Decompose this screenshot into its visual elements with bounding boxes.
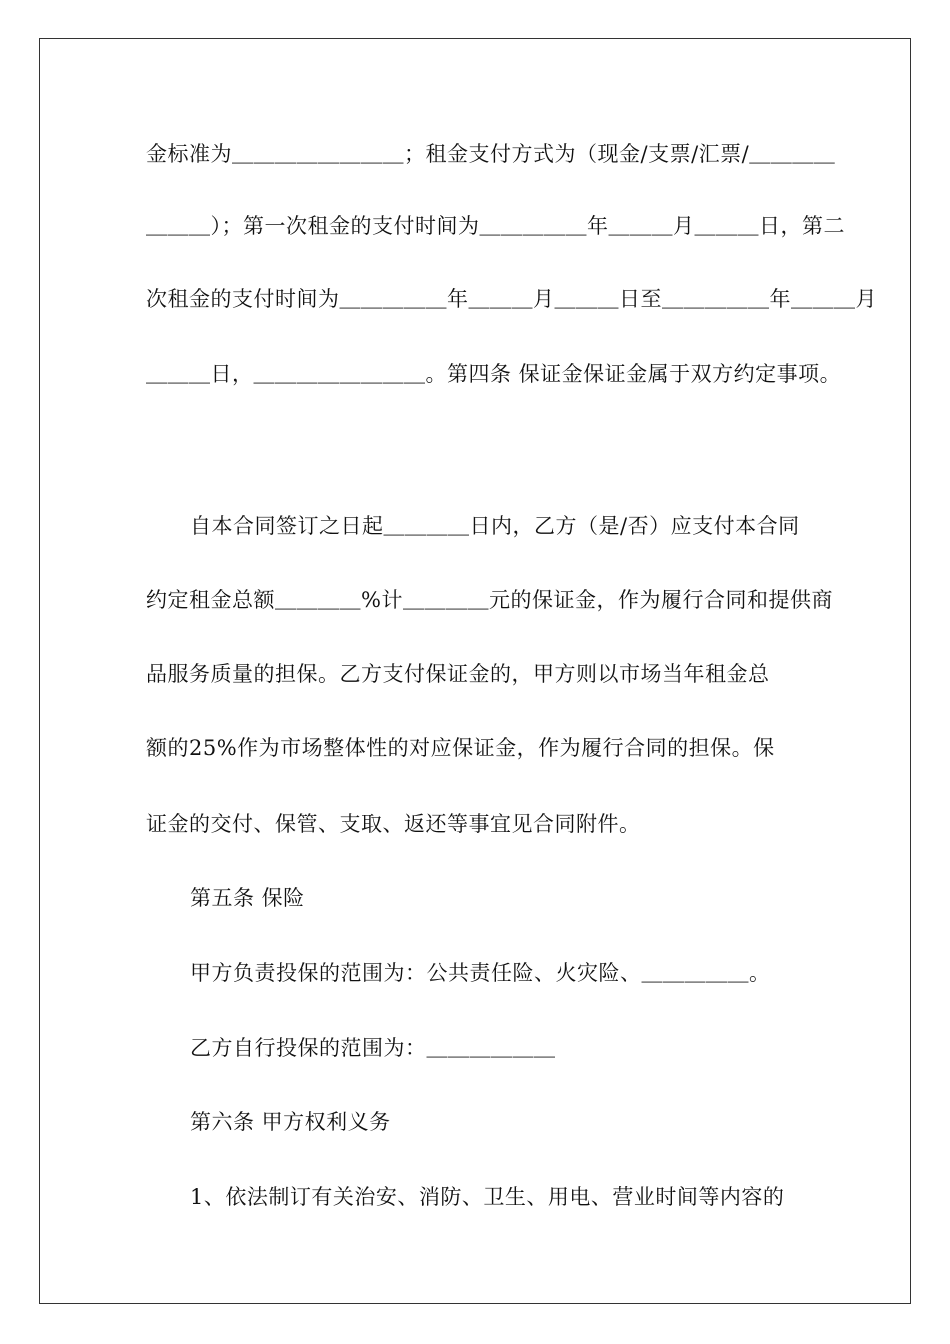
text-line-6: 约定租金总额＿＿＿＿%计＿＿＿＿元的保证金，作为履行合同和提供商 [146, 588, 833, 612]
text-line-4: ＿＿＿日，＿＿＿＿＿＿＿＿。第四条 保证金保证金属于双方约定事项。 [146, 362, 842, 386]
text-line-14: 1、依法制订有关治安、消防、卫生、用电、营业时间等内容的 [190, 1185, 785, 1209]
text-line-11: 甲方负责投保的范围为：公共责任险、火灾险、＿＿＿＿＿。 [190, 961, 771, 985]
text-line-3: 次租金的支付时间为＿＿＿＿＿年＿＿＿月＿＿＿日至＿＿＿＿＿年＿＿＿月 [146, 287, 877, 311]
text-line-7: 品服务质量的担保。乙方支付保证金的，甲方则以市场当年租金总 [146, 662, 770, 686]
text-line-9: 证金的交付、保管、支取、返还等事宜见合同附件。 [146, 812, 641, 836]
text-line-12: 乙方自行投保的范围为：＿＿＿＿＿＿ [190, 1036, 556, 1060]
text-line-5: 自本合同签订之日起＿＿＿＿日内，乙方（是/否）应支付本合同 [190, 514, 800, 538]
section-heading-6: 第六条 甲方权利义务 [190, 1110, 391, 1134]
text-line-1: 金标准为＿＿＿＿＿＿＿＿；租金支付方式为（现金/支票/汇票/＿＿＿＿ [146, 142, 836, 166]
text-line-8: 额的25%作为市场整体性的对应保证金，作为履行合同的担保。保 [146, 736, 775, 760]
text-line-2: ＿＿＿）；第一次租金的支付时间为＿＿＿＿＿年＿＿＿月＿＿＿日，第二 [146, 214, 845, 238]
section-heading-5: 第五条 保险 [190, 886, 305, 910]
